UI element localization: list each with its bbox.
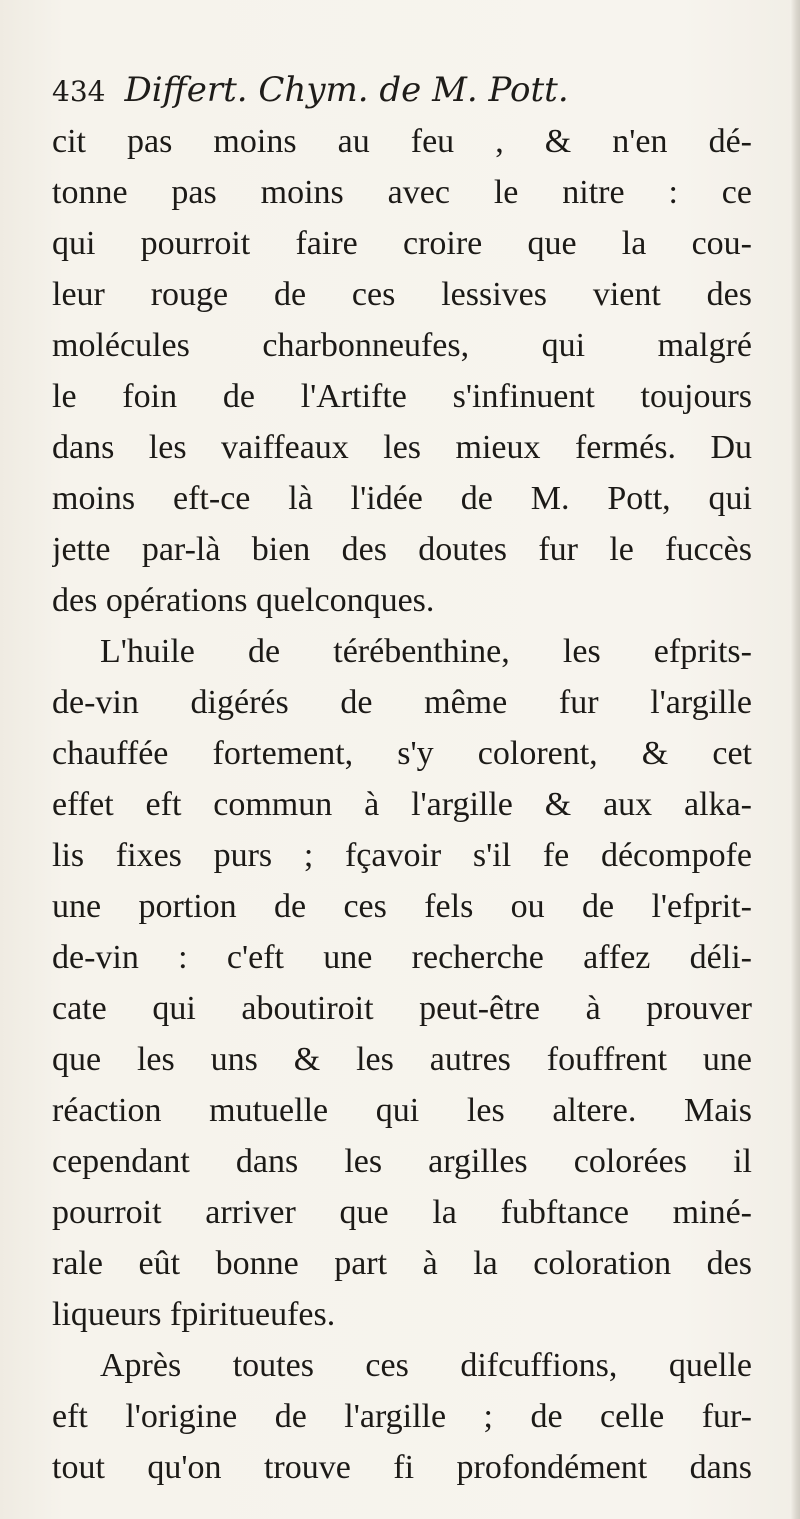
text-line: une portion de ces fels ou de l'efprit- — [52, 888, 752, 925]
page-edge — [790, 0, 800, 1519]
page-number: 434 — [52, 75, 106, 108]
text-line: chauffée fortement, s'y colorent, & cet — [52, 735, 752, 772]
text-line: dans les vaiffeaux les mieux fermés. Du — [52, 429, 752, 466]
text-line: tout qu'on trouve fi profondément dans — [52, 1449, 752, 1486]
text-line: pourroit arriver que la fubftance miné- — [52, 1194, 752, 1231]
text-line: molécules charbonneufes, qui malgré — [52, 327, 752, 364]
body-text — [52, 116, 752, 1493]
text-line: qui pourroit faire croire que la cou- — [52, 225, 752, 262]
text-line: de-vin : c'eft une recherche affez déli- — [52, 939, 752, 976]
text-line: jette par-là bien des doutes fur le fuccès — [52, 531, 752, 568]
paragraph-start-line: L'huile de térébenthine, les efprits- — [100, 633, 752, 670]
text-line: moins eft-ce là l'idée de M. Pott, qui — [52, 480, 752, 517]
text-line: que les uns & les autres fouffrent une — [52, 1041, 752, 1078]
text-line: cit pas moins au feu , & n'en dé- — [52, 123, 752, 160]
text-line: effet eft commun à l'argille & aux alka- — [52, 786, 752, 823]
text-line: lis fixes purs ; fçavoir s'il fe décompofe — [52, 837, 752, 874]
page-header — [52, 70, 752, 110]
text-line: cependant dans les argilles colorées il — [52, 1143, 752, 1180]
text-line: leur rouge de ces lessives vient des — [52, 276, 752, 313]
text-line: réaction mutuelle qui les altere. Mais — [52, 1092, 752, 1129]
text-line: le foin de l'Artifte s'infinuent toujours — [52, 378, 752, 415]
text-line: rale eût bonne part à la coloration des — [52, 1245, 752, 1282]
paragraph-end-line: des opérations quelconques. — [52, 582, 435, 619]
text-line: cate qui aboutiroit peut-être à prouver — [52, 990, 752, 1027]
text-line: tonne pas moins avec le nitre : ce — [52, 174, 752, 211]
paragraph-start-line: Après toutes ces difcuffions, quelle — [100, 1347, 752, 1384]
paragraph-end-line: liqueurs fpiritueufes. — [52, 1296, 336, 1333]
text-line: eft l'origine de l'argille ; de celle fur- — [52, 1398, 752, 1435]
text-line: de-vin digérés de même fur l'argille — [52, 684, 752, 721]
running-title: Differt. Chym. de M. Pott. — [124, 70, 569, 110]
